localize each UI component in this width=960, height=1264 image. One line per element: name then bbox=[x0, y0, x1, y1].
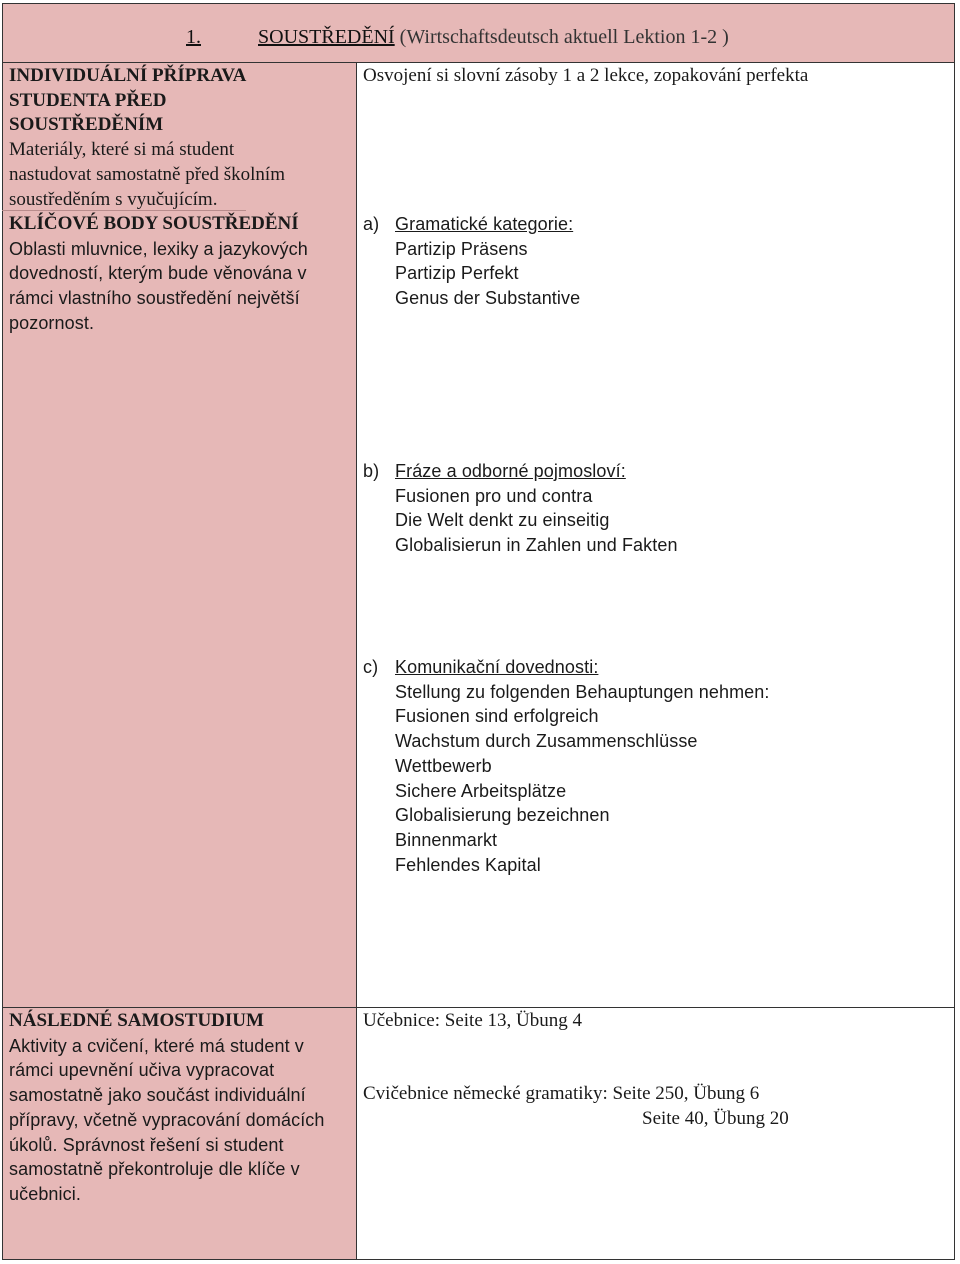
preparation-block bbox=[9, 64, 285, 212]
section-number: 1. bbox=[186, 26, 201, 48]
preparation-text-line: Materiály, které si má student bbox=[9, 139, 235, 161]
title-subtitle: (Wirtschaftsdeutsch aktuell Lektion 1-2 ) bbox=[399, 26, 729, 48]
section-marker: a) bbox=[363, 214, 380, 234]
list-item: Partizip Perfekt bbox=[395, 263, 519, 284]
section-heading: Gramatické kategorie: bbox=[395, 214, 574, 234]
key-points-text-line: Oblasti mluvnice, lexiky a jazykových bbox=[9, 238, 308, 259]
key-points-text-line: pozornost. bbox=[9, 312, 95, 333]
section-body bbox=[395, 459, 678, 558]
section-heading: Komunikační dovednosti: bbox=[395, 657, 599, 677]
intro-text: Osvojení si slovní zásoby 1 a 2 lekce, zopakování perfekta bbox=[363, 65, 809, 86]
list-item: Partizip Präsens bbox=[395, 238, 528, 259]
list-item: Sichere Arbeitsplätze bbox=[395, 780, 567, 801]
list-item: Wachstum durch Zusammenschlüsse bbox=[395, 731, 698, 752]
preparation-text-line: nastudovat samostatně před školním bbox=[9, 163, 285, 185]
list-item: Fehlendes Kapital bbox=[395, 854, 541, 875]
list-item: Stellung zu folgenden Behauptungen nehmen: bbox=[395, 681, 770, 702]
list-item: Globalisierun in Zahlen und Fakten bbox=[395, 535, 678, 556]
section-body bbox=[395, 655, 770, 877]
self-study-text-line: úkolů. Správnost řešení si student bbox=[9, 1134, 284, 1155]
self-study-text-line: rámci upevnění učiva vypracovat bbox=[9, 1060, 275, 1081]
key-points-text-line: rámci vlastního soustředění největší bbox=[9, 288, 300, 309]
workbook-reference: Cvičebnice německé gramatiky: Seite 250, Übung 6 bbox=[363, 1083, 760, 1104]
key-points-block bbox=[9, 212, 308, 336]
header-row bbox=[2, 3, 955, 63]
list-item: Fusionen pro und contra bbox=[395, 485, 593, 506]
right-bottom-cell bbox=[356, 1007, 955, 1260]
key-points-text bbox=[9, 237, 308, 336]
section-marker: c) bbox=[363, 657, 379, 677]
divider bbox=[2, 210, 246, 211]
preparation-heading-line: INDIVIDUÁLNÍ PŘÍPRAVA bbox=[9, 65, 247, 86]
self-study-heading: NÁSLEDNÉ SAMOSTUDIUM bbox=[9, 1010, 264, 1031]
self-study-text bbox=[9, 1034, 325, 1207]
list-item: Genus der Substantive bbox=[395, 288, 581, 309]
preparation-heading bbox=[9, 64, 285, 138]
self-study-block bbox=[9, 1009, 325, 1207]
list-item: Fusionen sind erfolgreich bbox=[395, 706, 599, 727]
section-heading: Fráze a odborné pojmosloví: bbox=[395, 461, 626, 481]
preparation-text-line: soustředěním s vyučujícím. bbox=[9, 188, 218, 210]
textbook-reference: Učebnice: Seite 13, Übung 4 bbox=[363, 1010, 582, 1031]
key-points-text-line: dovedností, kterým bude věnována v bbox=[9, 263, 307, 284]
list-item: Die Welt denkt zu einseitig bbox=[395, 510, 610, 531]
self-study-text-line: samostatně jako součást individuální bbox=[9, 1085, 306, 1106]
self-study-text-line: učebnici. bbox=[9, 1183, 81, 1204]
section-marker: b) bbox=[363, 461, 380, 481]
page-title bbox=[186, 26, 729, 49]
preparation-heading-line: STUDENTA PŘED bbox=[9, 89, 167, 111]
section-body bbox=[395, 212, 580, 311]
list-item: Globalisierung bezeichnen bbox=[395, 805, 610, 826]
preparation-heading-line: SOUSTŘEDĚNÍM bbox=[9, 114, 164, 136]
self-study-text-line: Aktivity a cvičení, které má student v bbox=[9, 1035, 304, 1056]
list-item: Binnenmarkt bbox=[395, 829, 498, 850]
workbook-reference-continued: Seite 40, Übung 20 bbox=[642, 1108, 789, 1129]
title-main: SOUSTŘEDĚNÍ bbox=[258, 26, 395, 48]
self-study-text-line: samostatně překontroluje dle klíče v bbox=[9, 1159, 300, 1180]
key-points-heading: KLÍČOVÉ BODY SOUSTŘEDĚNÍ bbox=[9, 213, 299, 234]
preparation-text bbox=[9, 138, 285, 212]
list-item: Wettbewerb bbox=[395, 755, 492, 776]
self-study-text-line: přípravy, včetně vypracování domácích bbox=[9, 1109, 325, 1130]
